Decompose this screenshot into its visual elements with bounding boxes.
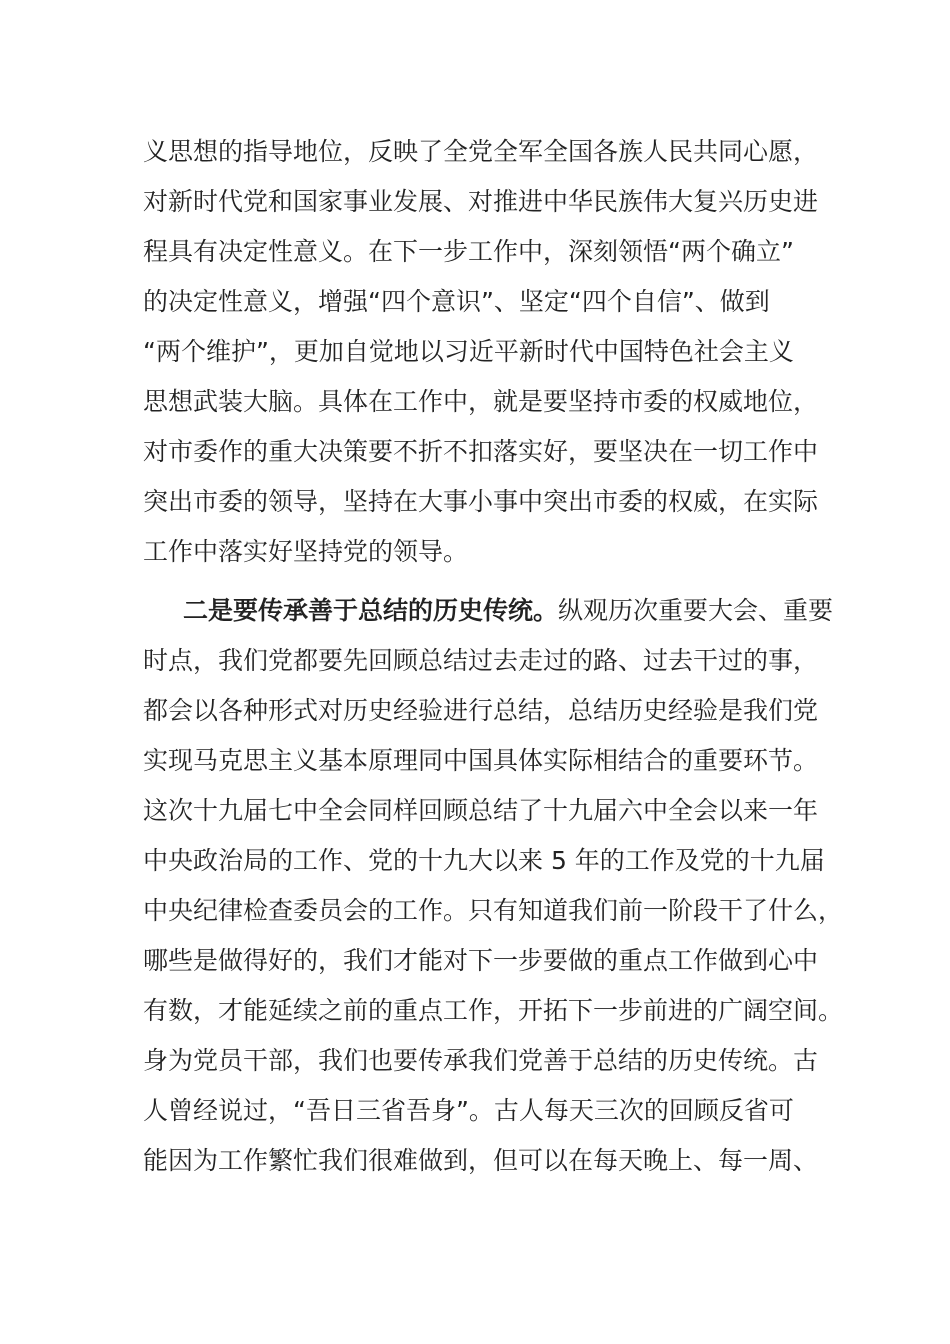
text-line: 实现马克思主义基本原理同中国具体实际相结合的重要环节。 bbox=[143, 746, 819, 775]
text-line: 都会以各种形式对历史经验进行总结，总结历史经验是我们党 bbox=[143, 696, 819, 725]
paragraph-lead: 二是要传承善于总结的历史传统。 bbox=[183, 596, 559, 625]
text-line: 人曾经说过，“吾日三省吾身”。古人每天三次的回顾反省可 bbox=[143, 1096, 794, 1125]
text-line: 能因为工作繁忙我们很难做到，但可以在每天晚上、每一周、 bbox=[143, 1146, 819, 1175]
text-line: 中央政治局的工作、党的十九大以来 5 年的工作及党的十九届 bbox=[143, 846, 825, 875]
text-line: 中央纪律检查委员会的工作。只有知道我们前一阶段干了什么， bbox=[143, 896, 844, 925]
text-line: 有数，才能延续之前的重点工作，开拓下一步前进的广阔空间。 bbox=[143, 996, 844, 1025]
text-line: 义思想的指导地位，反映了全党全军全国各族人民共同心愿， bbox=[143, 137, 819, 166]
text-line: 时点，我们党都要先回顾总结过去走过的路、过去干过的事， bbox=[143, 646, 819, 675]
paragraph-lead-rest: 纵观历次重要大会、重要 bbox=[558, 596, 834, 625]
text-line: 对市委作的重大决策要不折不扣落实好，要坚决在一切工作中 bbox=[143, 437, 819, 466]
text-line: 突出市委的领导，坚持在大事小事中突出市委的权威，在实际 bbox=[143, 487, 819, 516]
text-line: 思想武装大脑。具体在工作中，就是要坚持市委的权威地位， bbox=[143, 387, 819, 416]
text-line: 工作中落实好坚持党的领导。 bbox=[143, 537, 469, 566]
text-line: 的决定性意义，增强“四个意识”、坚定“四个自信”、做到 bbox=[143, 287, 770, 316]
text-line: 这次十九届七中全会同样回顾总结了十九届六中全会以来一年 bbox=[143, 796, 819, 825]
text-line: 程具有决定性意义。在下一步工作中，深刻领悟“两个确立” bbox=[143, 237, 794, 266]
text-line-first bbox=[183, 585, 833, 636]
text-line: 哪些是做得好的，我们才能对下一步要做的重点工作做到心中 bbox=[143, 946, 819, 975]
text-line: 对新时代党和国家事业发展、对推进中华民族伟大复兴历史进 bbox=[143, 187, 819, 216]
text-line: “两个维护”，更加自觉地以习近平新时代中国特色社会主义 bbox=[143, 337, 794, 366]
text-line: 身为党员干部，我们也要传承我们党善于总结的历史传统。古 bbox=[143, 1046, 819, 1075]
